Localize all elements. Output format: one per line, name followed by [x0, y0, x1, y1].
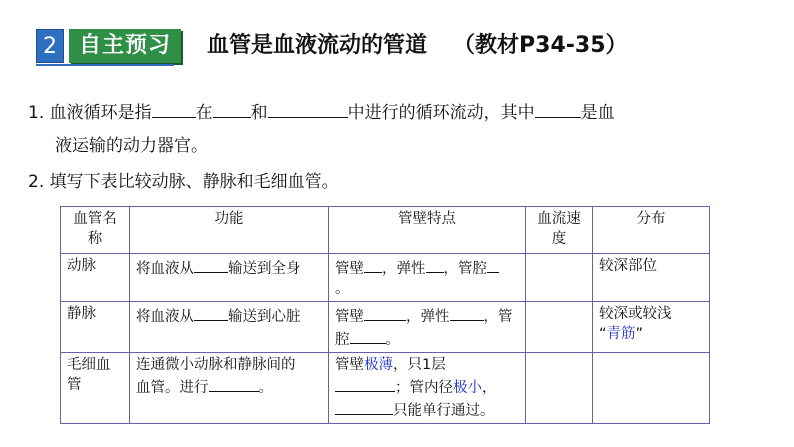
capillary-function: 连通微小动脉和静脉间的 血管。进行 。: [130, 353, 329, 424]
section-badge: [36, 29, 181, 65]
section-number: 2: [36, 29, 64, 63]
artery-speed[interactable]: [526, 254, 593, 302]
artery-distribution: 较深部位: [593, 254, 710, 302]
vein-wall: 管壁 ，弹性 ，管 腔 。: [329, 302, 526, 353]
vein-distribution: 较深或较浅 “青筋”: [593, 302, 710, 353]
header-vessel-name: 血管名 称: [61, 207, 130, 254]
vein-wall-blank-1[interactable]: [364, 304, 406, 321]
capillary-distribution[interactable]: [593, 353, 710, 424]
capillary-speed[interactable]: [526, 353, 593, 424]
vein-wall-blank-2[interactable]: [450, 304, 484, 321]
q1-blank-4[interactable]: [535, 99, 581, 118]
q1-text-3: 和: [250, 103, 268, 123]
q1-blank-2[interactable]: [213, 99, 251, 118]
vein-function: 将血液从 输送到心脏: [130, 302, 329, 353]
title-text: 血管是血液流动的管道: [207, 33, 428, 58]
table-row-artery: [61, 254, 710, 302]
q1-blank-1[interactable]: [152, 99, 196, 118]
question-1: [28, 97, 615, 130]
q1-blank-3[interactable]: [268, 99, 348, 118]
vein-name: 静脉: [61, 302, 130, 353]
vessel-comparison-table: [60, 206, 710, 424]
artery-function: 将血液从 输送到全身: [130, 254, 329, 302]
vein-speed[interactable]: [526, 302, 593, 353]
artery-wall-blank-2[interactable]: [426, 256, 444, 273]
header-distribution: 分布: [593, 207, 710, 254]
q1-text-5: 是血: [580, 103, 615, 123]
artery-wall-blank-1[interactable]: [364, 256, 382, 273]
vein-function-blank[interactable]: [194, 304, 228, 321]
header-wall: 管壁特点: [329, 207, 526, 254]
table-row-capillary: [61, 353, 710, 424]
very-small-highlight: 极小: [453, 380, 482, 396]
artery-wall: 管壁 ，弹性 ，管腔 。: [329, 254, 526, 302]
question-2: 2. 填写下表比较动脉、静脉和毛细血管。: [28, 172, 339, 192]
capillary-function-blank[interactable]: [209, 375, 259, 392]
badge-underline: [36, 64, 174, 66]
table-header-row: [61, 207, 710, 254]
vein-wall-blank-3[interactable]: [350, 327, 386, 344]
q1-text-4: 中进行的循环流动，其中: [347, 103, 535, 123]
artery-name: 动脉: [61, 254, 130, 302]
capillary-wall-blank-2[interactable]: [335, 398, 393, 415]
capillary-name: 毛细血 管: [61, 353, 130, 424]
capillary-wall-blank-1[interactable]: [335, 375, 395, 392]
q1-text-2: 在: [195, 103, 213, 123]
blue-veins-highlight: 青筋: [606, 326, 636, 342]
very-thin-highlight: 极薄: [364, 357, 393, 373]
capillary-wall: 管壁极薄，只1层 ；管内径极小， 只能单行通过。: [329, 353, 526, 424]
artery-function-blank[interactable]: [194, 256, 228, 273]
header-function: 功能: [130, 207, 329, 254]
header-speed: 血流速 度: [526, 207, 593, 254]
section-label: 自主预习: [69, 29, 181, 63]
section-title: [207, 28, 628, 59]
textbook-reference: （教材P34-35）: [453, 33, 628, 58]
q1-text-1: 1. 血液循环是指: [28, 103, 152, 123]
artery-wall-blank-3[interactable]: [487, 256, 499, 273]
question-1-line-2: 液运输的动力器官。: [55, 136, 208, 156]
table-row-vein: [61, 302, 710, 353]
